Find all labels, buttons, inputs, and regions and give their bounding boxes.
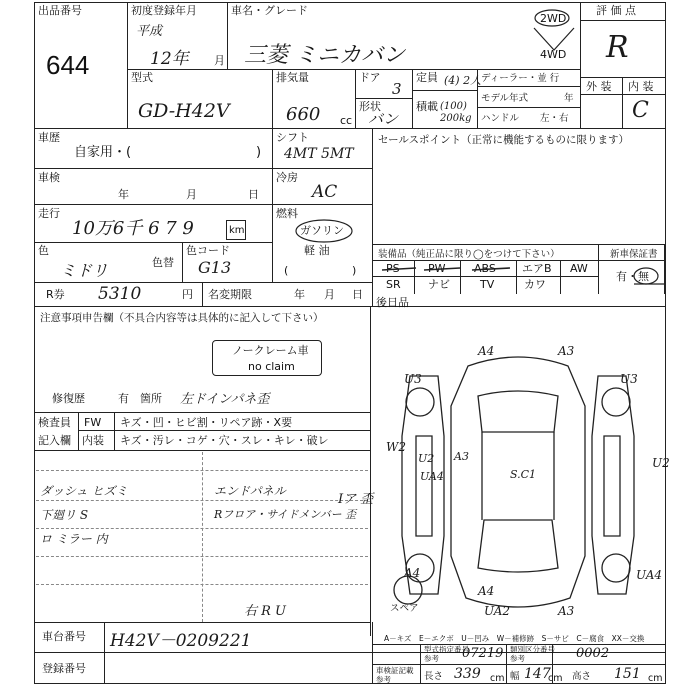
- shift-value: 4MT 5MT: [284, 146, 354, 162]
- length-value: 339: [454, 666, 481, 682]
- car-name-value: 三菱 ミニカバン: [244, 43, 405, 68]
- type-no-label: 型式指定番号 参考: [424, 645, 469, 663]
- height-value: 151: [614, 666, 641, 682]
- repair-label: 修復歴: [52, 392, 85, 405]
- name-change-month: 月: [324, 288, 335, 301]
- remark-1: ダッシュ ヒズミ: [40, 484, 128, 498]
- remark-7: 右 R U: [244, 604, 287, 619]
- remark-5: Rフロア・サイドメンバー 歪: [214, 508, 357, 521]
- interior-label: 内 装: [628, 80, 654, 93]
- dmg-a3-mid: A3: [454, 450, 469, 463]
- first-reg-era: 平成: [136, 24, 163, 39]
- fuel-gasoline: ガソリン: [300, 224, 344, 237]
- inspector-fw-text: キズ・凹・ヒビ割・リペア跡・X要: [120, 416, 293, 429]
- aircon-label: 冷房: [276, 171, 298, 184]
- grade-value: R: [606, 30, 629, 65]
- dmg-a4-bottom: A4: [478, 584, 495, 598]
- first-reg-label: 初度登録年月: [131, 4, 197, 17]
- history-close: ): [256, 145, 262, 160]
- lot-number: 644: [46, 50, 90, 80]
- body-type-label: 形状: [359, 100, 381, 113]
- warranty-value: 有・無: [616, 270, 649, 283]
- inspection-month: 月: [186, 188, 197, 201]
- equip-airbag: エアB: [522, 262, 552, 275]
- body-type-value: バン: [368, 110, 399, 128]
- sales-point-label: セールスポイント（正常に機能するものに限ります）: [378, 134, 630, 146]
- color-label: 色: [38, 244, 49, 257]
- displacement-value: 660: [286, 104, 321, 125]
- equip-sr: SR: [386, 278, 401, 291]
- remark-6: Iア 歪: [338, 492, 374, 507]
- length-label: 長さ: [424, 671, 444, 682]
- drive-check-mark: [530, 8, 578, 68]
- fuel-paren-close: ): [352, 264, 357, 277]
- equip-strikeouts: [380, 262, 520, 276]
- inspector-interior-tag: 内装: [82, 434, 104, 447]
- repair-place-value: 左ドインパネ歪: [180, 392, 270, 407]
- doors-label: ドア: [359, 71, 381, 84]
- displacement-unit: cc: [340, 114, 353, 127]
- cargo-value: (100) 200kg: [440, 101, 472, 124]
- first-reg-year: 12年: [150, 49, 189, 69]
- name-change-year: 年: [294, 288, 305, 301]
- warranty-label: 新車保証書: [610, 249, 658, 260]
- no-claim-en: no claim: [248, 360, 295, 373]
- inspection-year: 年: [118, 188, 129, 201]
- history-value: 自家用・(: [74, 145, 132, 160]
- exterior-value: C: [632, 98, 649, 123]
- dealer-label: ディーラー・並 行: [481, 73, 560, 84]
- mileage-unit: km: [229, 225, 245, 236]
- mileage-value: 10万6千 6 7 9: [72, 218, 194, 239]
- height-unit: cm: [648, 673, 663, 684]
- dmg-a4-bottom-left: A4: [404, 566, 421, 580]
- inspector-fw-tag: FW: [84, 416, 102, 429]
- fuel-label: 燃料: [276, 207, 298, 220]
- equip-pw: PW: [428, 262, 446, 275]
- first-reg-month-unit: 月: [214, 54, 225, 67]
- category-no-label: 類別区分番号 参考: [510, 645, 555, 663]
- color-code-label: 色コード: [186, 244, 230, 257]
- color-code-value: G13: [198, 258, 232, 277]
- mileage-label: 走行: [38, 207, 60, 220]
- damage-legend: A－キズ E－エクボ U－凹み W－補修跡 S－サビ C－腐食 XX－交換: [384, 634, 645, 643]
- handle-options: 左・右: [540, 113, 569, 124]
- equipment-label: 装備品（純正品に限り◯をつけて下さい）: [378, 249, 560, 260]
- remark-4: エンドパネル: [214, 484, 286, 498]
- aircon-value: AC: [312, 182, 338, 202]
- model-year-label: モデル年式: [481, 93, 529, 104]
- width-label: 幅: [510, 671, 520, 682]
- exterior-label: 外 装: [586, 80, 612, 93]
- lot-label: 出品番号: [38, 4, 82, 17]
- registration-label: 登録番号: [42, 662, 86, 675]
- chassis-value: H42V－0209221: [110, 631, 252, 651]
- inspection-day: 日: [248, 188, 259, 201]
- dmg-sc1: S.C1: [510, 468, 537, 481]
- dmg-a4-top: A4: [478, 344, 495, 358]
- drive-4wd: 4WD: [540, 48, 567, 61]
- dmg-a3-bottom: A3: [558, 604, 575, 618]
- displacement-label: 排気量: [276, 71, 309, 84]
- dmg-a3-top: A3: [558, 344, 575, 358]
- car-name-label: 車名・グレード: [231, 4, 308, 17]
- equip-leather: カワ: [524, 278, 546, 291]
- model-value: GD-H42V: [138, 100, 230, 122]
- reg-cert-label: 車検証記載 参考: [376, 666, 414, 684]
- fuel-paren-open: (: [284, 264, 289, 277]
- recycle-value: 5310: [98, 284, 142, 304]
- model-year-unit: 年: [564, 93, 574, 104]
- spare-label: スペア: [390, 603, 419, 614]
- dmg-w2: W2: [386, 440, 406, 454]
- cargo-label: 積載: [416, 100, 438, 113]
- name-change-day: 日: [352, 288, 363, 301]
- height-label: 高さ: [572, 671, 592, 682]
- handle-label: ハンドル: [481, 113, 520, 124]
- inspector-interior-text: キズ・汚レ・コゲ・穴・スレ・キレ・破レ: [120, 434, 329, 447]
- warranty-check: [604, 266, 666, 290]
- dmg-u3-left: U3: [404, 372, 422, 386]
- doors-value: 3: [392, 80, 402, 98]
- type-no-value: 07219: [462, 646, 504, 661]
- dmg-u2-right: U2: [652, 456, 670, 470]
- width-value: 147: [524, 666, 551, 682]
- chassis-label: 車台番号: [42, 630, 86, 643]
- capacity-label: 定員: [416, 71, 438, 84]
- name-change-label: 名変期限: [208, 288, 252, 301]
- remark-3: ロ ミラー 内: [40, 532, 108, 546]
- equip-abs: ABS: [474, 262, 496, 275]
- inspector-label-2: 記入欄: [38, 434, 71, 447]
- inspection-label: 車検: [38, 171, 60, 184]
- fuel-circle-mark: [294, 218, 354, 244]
- repaint-label: 色替: [152, 256, 174, 269]
- equip-aw: AW: [570, 262, 588, 275]
- capacity-value: (4) 2人: [444, 74, 482, 87]
- recycle-label: R券: [46, 288, 65, 301]
- width-unit: cm: [548, 673, 563, 684]
- equip-navi: ナビ: [428, 278, 450, 291]
- length-unit: cm: [490, 673, 505, 684]
- dmg-u2-left: U2: [418, 452, 435, 465]
- category-no-value: 0002: [576, 646, 610, 661]
- dmg-u3-right: U3: [620, 372, 638, 386]
- grade-label: 評 価 点: [596, 4, 636, 17]
- no-claim-jp: ノークレーム車: [232, 344, 309, 357]
- dmg-ua2-bottom: UA2: [484, 604, 511, 618]
- notes-label: 注意事項申告欄（不具合内容等は具体的に記入して下さい）: [40, 312, 324, 324]
- owner-label: 後日品: [376, 296, 409, 309]
- fuel-diesel: 軽 油: [304, 244, 330, 257]
- drive-2wd: 2WD: [540, 12, 567, 25]
- model-label: 型式: [131, 71, 153, 84]
- history-label: 車歴: [38, 131, 60, 144]
- recycle-unit: 円: [182, 288, 193, 301]
- repair-value: 有: [118, 392, 129, 405]
- equip-ps: PS: [386, 262, 400, 275]
- dmg-ua4-bottom-right: UA4: [636, 568, 663, 582]
- color-value: ミドリ: [60, 261, 109, 280]
- remark-2: 下廻リ S: [40, 508, 89, 522]
- shift-label: シフト: [276, 131, 309, 144]
- dmg-ua4-left: UA4: [420, 470, 444, 483]
- inspector-label-1: 検査員: [38, 416, 71, 429]
- equip-tv: TV: [480, 278, 495, 291]
- repair-place-label: 箇所: [140, 392, 162, 405]
